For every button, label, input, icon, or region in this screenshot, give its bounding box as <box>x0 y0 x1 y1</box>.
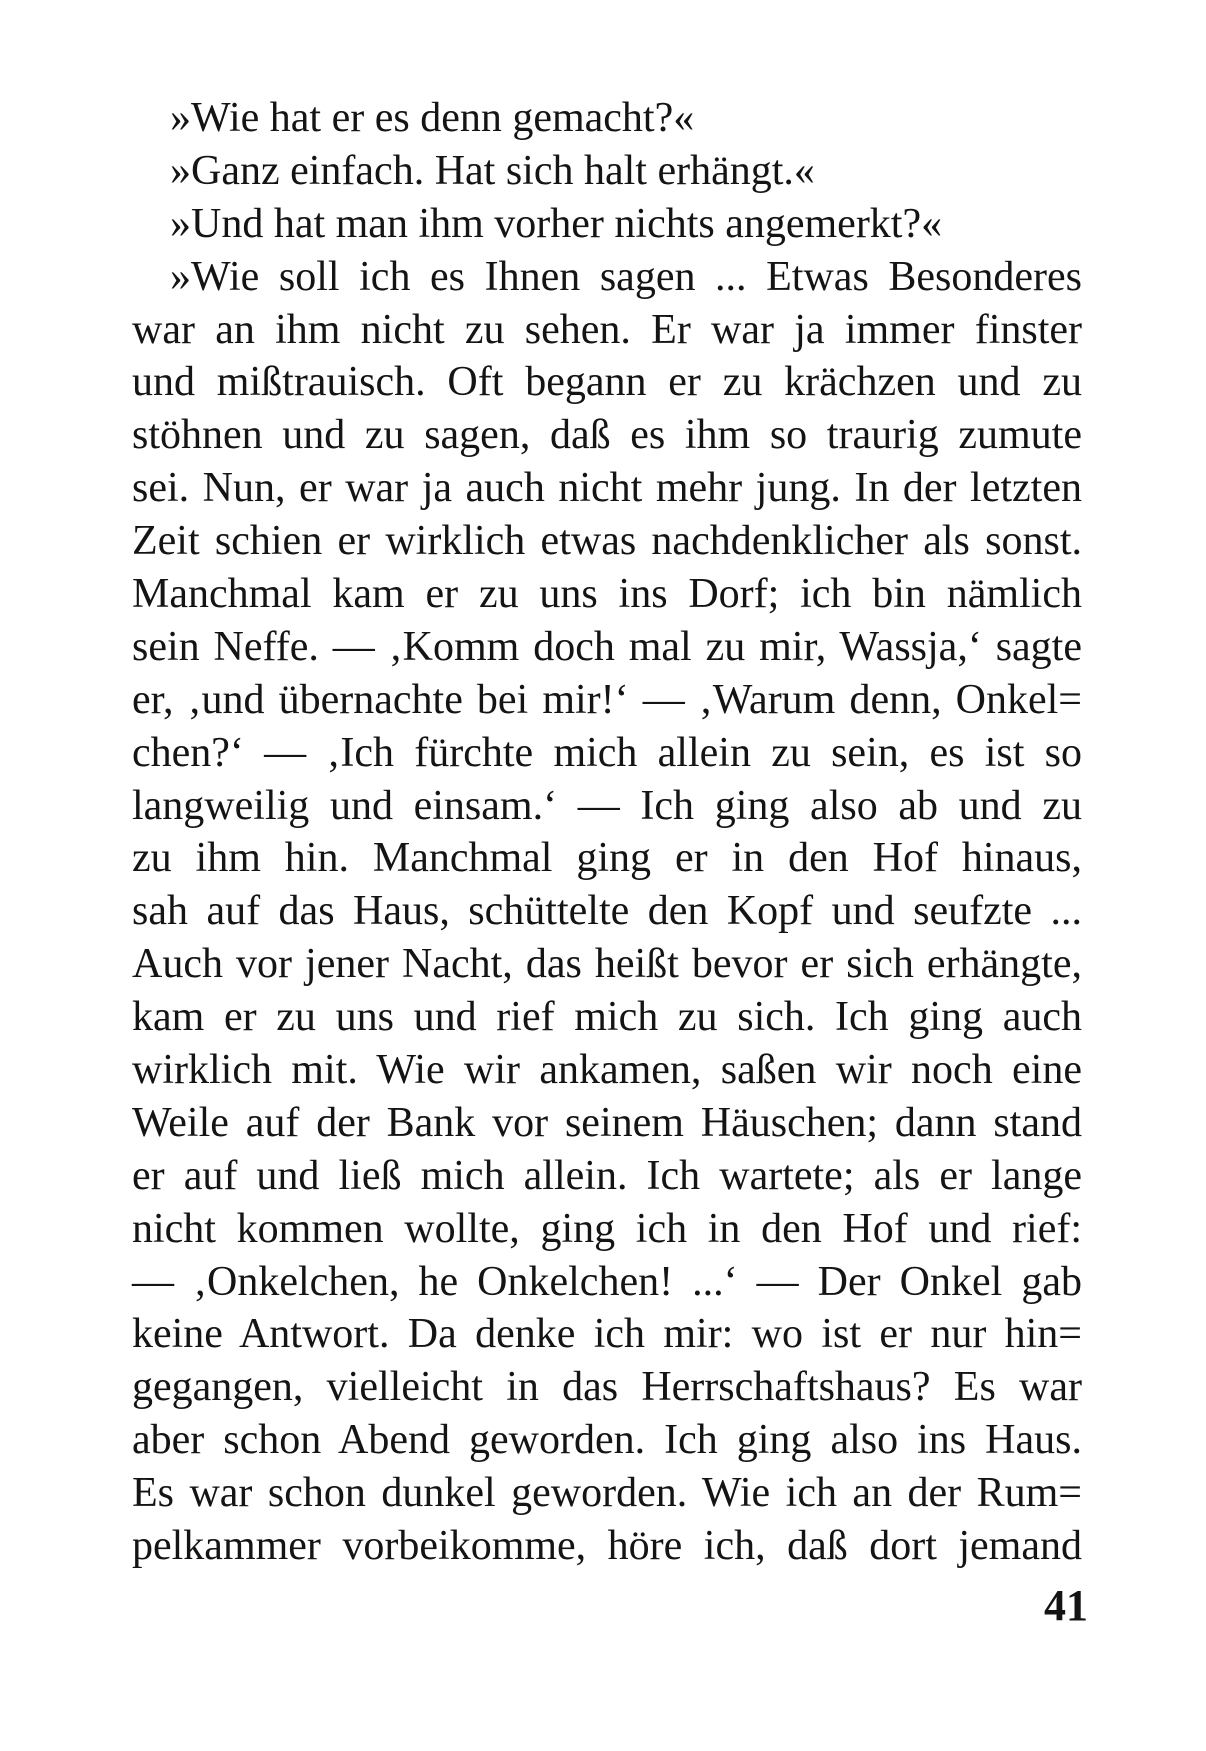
text-line: »Und hat man ihm vorher nichts angemerkt?« <box>170 200 943 247</box>
text-line: war an ihm nicht zu sehen. Er war ja immer finster <box>132 306 1082 353</box>
text-line: er, ‚und übernachte bei mir!‘ — ‚Warum denn, Onkel= <box>132 676 1082 723</box>
text-line: keine Antwort. Da denke ich mir: wo ist er nur hin= <box>132 1311 1082 1358</box>
text-line: langweilig und einsam.‘ — Ich ging also ab und zu <box>132 782 1082 829</box>
text-line: aber schon Abend geworden. Ich ging also ins Haus. <box>132 1417 1082 1464</box>
text-line: er auf und ließ mich allein. Ich wartete; als er lange <box>132 1152 1082 1199</box>
text-line: »Wie soll ich es Ihnen sagen ... Etwas Besonderes <box>170 253 1082 300</box>
text-line: »Ganz einfach. Hat sich halt erhängt.« <box>170 147 815 194</box>
text-line: sei. Nun, er war ja auch nicht mehr jung. In der letzten <box>132 465 1082 512</box>
text-line: Auch vor jener Nacht, das heißt bevor er sich erhängte, <box>132 941 1082 988</box>
text-line: Es war schon dunkel geworden. Wie ich an der Rum= <box>132 1470 1082 1517</box>
text-line: »Wie hat er es denn gemacht?« <box>170 95 695 141</box>
text-line: pelkammer vorbeikomme, höre ich, daß dort jemand <box>132 1523 1082 1570</box>
text-line: nicht kommen wollte, ging ich in den Hof und rief: <box>132 1205 1082 1252</box>
text-line: stöhnen und zu sagen, daß es ihm so traurig zumute <box>132 412 1082 459</box>
text-line: Weile auf der Bank vor seinem Häuschen; dann stand <box>132 1099 1082 1146</box>
page-number: 41 <box>1044 1581 1088 1630</box>
text-line: und mißtrauisch. Oft begann er zu krächzen und zu <box>132 359 1082 406</box>
text-line: chen?‘ — ‚Ich fürchte mich allein zu sein, es ist so <box>132 729 1082 776</box>
text-line: gegangen, vielleicht in das Herrschaftshaus? Es war <box>132 1364 1082 1411</box>
body-text <box>132 92 1082 1573</box>
text-line: kam er zu uns und rief mich zu sich. Ich ging auch <box>132 994 1082 1041</box>
text-line: Zeit schien er wirklich etwas nachdenklicher als sonst. <box>132 518 1082 565</box>
text-line: sein Neffe. — ‚Komm doch mal zu mir, Wassja,‘ sagte <box>132 623 1082 670</box>
text-line: Manchmal kam er zu uns ins Dorf; ich bin nämlich <box>132 571 1082 618</box>
text-line: zu ihm hin. Manchmal ging er in den Hof hinaus, <box>132 835 1082 882</box>
text-line: — ‚Onkelchen, he Onkelchen! ...‘ — Der Onkel gab <box>132 1258 1082 1305</box>
text-line: wirklich mit. Wie wir ankamen, saßen wir noch eine <box>132 1047 1082 1094</box>
text-line: sah auf das Haus, schüttelte den Kopf und seufzte ... <box>132 888 1082 935</box>
